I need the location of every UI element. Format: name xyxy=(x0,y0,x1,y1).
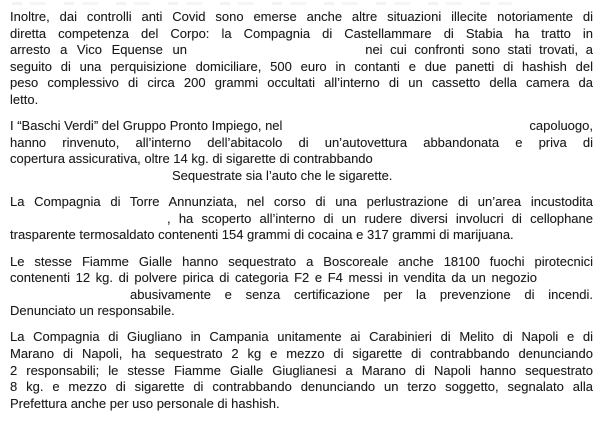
text-line: 8 kg. e mezzo di sigarette di contrabbando denunciando un terzo soggetto, segnalato alla xyxy=(10,379,593,395)
text-line: letto. xyxy=(10,91,39,107)
clipped-previous-line-remnant xyxy=(12,2,512,5)
text-line: hanno rinvenuto, all’interno dell’abitacolo di un’autovettura abbandonata e priva di xyxy=(10,134,593,150)
text-line: Prefettura anche per uso personale di hashish. xyxy=(10,395,280,411)
text-line: Denunciato un responsabile. xyxy=(10,303,175,319)
text-line-with-redaction xyxy=(10,118,593,135)
text-line-with-redaction: , ha scoperto all’interno di un rudere diversi involucri di cellophane xyxy=(167,210,593,226)
paragraph-castellammare xyxy=(10,9,593,109)
redacted-area xyxy=(187,42,365,59)
text-line: 2 responsabili; le stesse Fiamme Gialle Giuglianesi a Marano di Napoli hanno sequestrato xyxy=(10,362,593,378)
paragraph-giugliano xyxy=(10,329,593,412)
text-line: La Compagnia di Torre Annunziata, nel corso di una perlustrazione di un’area incustodita xyxy=(10,194,593,210)
text-block xyxy=(10,9,593,422)
text-line: diretta competenza del Corpo: la Compagnia di Castellammare di Stabia ha tratto in xyxy=(10,25,593,41)
text-line: peso complessivo di circa 200 grammi occultati all’interno di un cassetto della camera da xyxy=(10,75,593,91)
text-segment: nei cui confronti sono stati trovati, a xyxy=(365,42,593,58)
paragraph-torre-annunziata xyxy=(10,194,593,244)
text-line-with-redaction xyxy=(10,42,593,59)
text-line-with-redaction: abusivamente e senza certificazione per la prevenzione di incendi. xyxy=(130,286,593,302)
redacted-area xyxy=(282,118,529,135)
text-line: La Compagnia di Giugliano in Campania unitamente ai Carabinieri di Melito di Napoli e di xyxy=(10,329,593,345)
paragraph-boscoreale xyxy=(10,254,593,320)
text-line: Le stesse Fiamme Gialle hanno sequestrato a Boscoreale anche 18100 fuochi pirotecnici xyxy=(10,253,593,269)
text-line: trasparente termosaldato contenenti 154 grammi di cocaina e 317 grammi di marijuana. xyxy=(10,227,514,243)
text-line: Inoltre, dai controlli anti Covid sono emerse anche altre situazioni illecite notoriamente di xyxy=(10,9,593,24)
text-segment: I “Baschi Verdi” del Gruppo Pronto Impiego, nel xyxy=(10,118,283,134)
text-line-indented: Sequestrate sia l’auto che le sigarette. xyxy=(172,167,393,183)
text-line: copertura assicurativa, oltre 14 kg. di sigarette di contrabbando xyxy=(10,151,373,167)
text-segment: capoluogo, xyxy=(529,118,593,134)
text-segment: arresto a Vico Equense un xyxy=(10,42,187,58)
text-line: seguito di una perquisizione domiciliare, 500 euro in contanti e due panetti di hashish del xyxy=(10,58,593,74)
text-line: Marano di Napoli, ha sequestrato 2 kg e mezzo di sigarette di contrabbando denunciando xyxy=(10,346,593,362)
paragraph-baschi-verdi xyxy=(10,118,593,184)
text-line: contenenti 12 kg. di polvere pirica di categoria F2 e F4 messi in vendita da un negozio xyxy=(10,270,538,286)
